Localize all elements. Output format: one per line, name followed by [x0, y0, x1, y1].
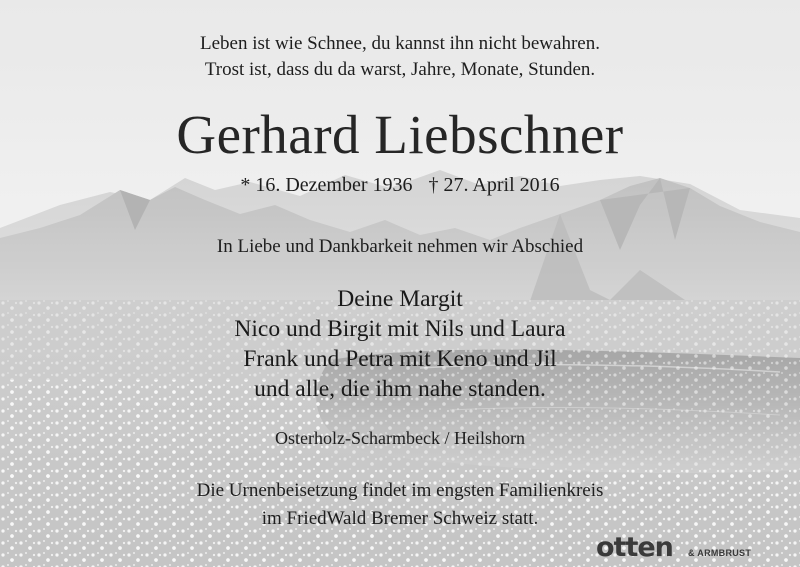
notice-line-1: Die Urnenbeisetzung findet im engsten Familienkreis [196, 480, 604, 501]
logo-subtitle: & ARMBRUST [688, 548, 752, 558]
death-date: † 27. April 2016 [428, 174, 560, 196]
notice-line-2: im FriedWald Bremer Schweiz statt. [261, 508, 539, 529]
family-line-4: und alle, die ihm nahe standen. [254, 376, 546, 402]
deceased-name: Gerhard Liebschner [176, 104, 624, 165]
funeral-home-logo [596, 534, 774, 564]
verse-line-2: Trost ist, dass du da warst, Jahre, Monate, Stunden. [204, 59, 596, 80]
logo-brand: otten [596, 532, 673, 563]
life-dates [0, 174, 800, 197]
birth-date: * 16. Dezember 1936 [240, 174, 413, 196]
family-line-3: Frank und Petra mit Keno und Jil [243, 346, 557, 372]
place: Osterholz-Scharmbeck / Heilshorn [275, 428, 525, 448]
family-line-1: Deine Margit [337, 286, 463, 312]
verse-line-1: Leben ist wie Schnee, du kannst ihn nicht bewahren. [200, 33, 600, 54]
family-line-2: Nico und Birgit mit Nils und Laura [234, 316, 566, 342]
farewell-intro: In Liebe und Dankbarkeit nehmen wir Abschied [216, 236, 584, 257]
